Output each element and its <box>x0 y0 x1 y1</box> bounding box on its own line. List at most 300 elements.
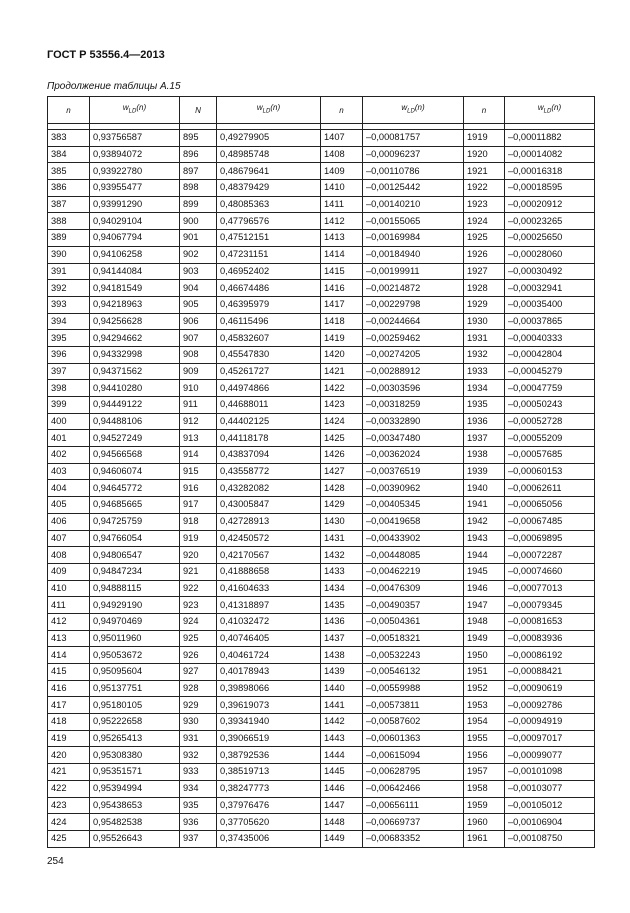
table-cell: –0,00052728 <box>505 413 595 430</box>
table-cell: 1951 <box>464 664 505 681</box>
table-row <box>48 346 595 363</box>
table-cell: 0,94888115 <box>90 580 180 597</box>
table-cell: –0,00086192 <box>505 647 595 664</box>
table-cell: 1955 <box>464 730 505 747</box>
table-cell: 0,95265413 <box>90 730 180 747</box>
table-cell: 912 <box>180 413 217 430</box>
table-cell: 404 <box>48 480 90 497</box>
table-cell: 423 <box>48 797 90 814</box>
table-cell: 407 <box>48 530 90 547</box>
table-cell: –0,00559988 <box>363 680 464 697</box>
table-cell: –0,00028060 <box>505 246 595 263</box>
column-header-label: w <box>537 103 544 113</box>
table-cell: 0,40178943 <box>217 664 321 681</box>
table-cell: 0,38247773 <box>217 780 321 797</box>
table-cell: 419 <box>48 730 90 747</box>
table-cell: 1949 <box>464 630 505 647</box>
table-cell: 896 <box>180 146 217 163</box>
column-header-suffix: (n) <box>136 103 147 113</box>
table-cell: –0,00184940 <box>363 246 464 263</box>
table-cell: 1960 <box>464 814 505 831</box>
table-cell: 1434 <box>321 580 363 597</box>
table-cell: 916 <box>180 480 217 497</box>
table-cell: 932 <box>180 747 217 764</box>
table-cell: 936 <box>180 814 217 831</box>
table-row <box>48 497 595 514</box>
table-cell: 1432 <box>321 547 363 564</box>
table-cell: –0,00656111 <box>363 797 464 814</box>
table-cell: 0,40746405 <box>217 630 321 647</box>
table-cell: –0,00016318 <box>505 163 595 180</box>
table-row <box>48 313 595 330</box>
table-cell: 0,43558772 <box>217 463 321 480</box>
table-cell: 395 <box>48 330 90 347</box>
table-cell: 0,94685665 <box>90 497 180 514</box>
table-cell: 1428 <box>321 480 363 497</box>
table-cell: 935 <box>180 797 217 814</box>
table-row <box>48 814 595 831</box>
table-cell: –0,00045279 <box>505 363 595 380</box>
table-cell: 0,48985748 <box>217 146 321 163</box>
table-cell: –0,00025650 <box>505 230 595 247</box>
table-cell: 0,95011960 <box>90 630 180 647</box>
column-header <box>90 97 180 124</box>
table-cell: 1410 <box>321 180 363 197</box>
table-cell: –0,00615094 <box>363 747 464 764</box>
table-cell: –0,00108750 <box>505 830 595 847</box>
column-header <box>180 97 217 124</box>
table-cell: 0,94294662 <box>90 330 180 347</box>
table-cell: 1933 <box>464 363 505 380</box>
table-cell: –0,00077013 <box>505 580 595 597</box>
table-cell: 1418 <box>321 313 363 330</box>
table-cell: 398 <box>48 380 90 397</box>
table-cell: 904 <box>180 280 217 297</box>
table-row <box>48 780 595 797</box>
table-cell: 0,95137751 <box>90 680 180 697</box>
table-cell: 1436 <box>321 613 363 630</box>
table-cell: 1957 <box>464 764 505 781</box>
table-row <box>48 296 595 313</box>
table-cell: 0,94067794 <box>90 230 180 247</box>
table-cell: –0,00448085 <box>363 547 464 564</box>
table-cell: –0,00683352 <box>363 830 464 847</box>
table-cell: 899 <box>180 196 217 213</box>
column-header <box>363 97 464 124</box>
table-cell: 1930 <box>464 313 505 330</box>
table-cell: 917 <box>180 497 217 514</box>
table-cell: –0,00390962 <box>363 480 464 497</box>
table-cell: 0,94488106 <box>90 413 180 430</box>
table-cell: –0,00065056 <box>505 497 595 514</box>
table-row <box>48 163 595 180</box>
table-cell: 922 <box>180 580 217 597</box>
table-cell: –0,00244664 <box>363 313 464 330</box>
table-cell: 0,95308380 <box>90 747 180 764</box>
table-cell: 0,37435006 <box>217 830 321 847</box>
column-header <box>464 97 505 124</box>
table-row <box>48 463 595 480</box>
table-cell: 1929 <box>464 296 505 313</box>
table-cell: 1945 <box>464 563 505 580</box>
table-cell: –0,00060153 <box>505 463 595 480</box>
table-cell: 410 <box>48 580 90 597</box>
table-cell: –0,00288912 <box>363 363 464 380</box>
table-cell: 923 <box>180 597 217 614</box>
table-cell: –0,00092786 <box>505 697 595 714</box>
table-cell: 0,42728913 <box>217 513 321 530</box>
table-cell: 403 <box>48 463 90 480</box>
table-cell: 386 <box>48 180 90 197</box>
table-cell: 919 <box>180 530 217 547</box>
table-cell: 0,41604633 <box>217 580 321 597</box>
table-row <box>48 714 595 731</box>
table-cell: –0,00047759 <box>505 380 595 397</box>
table-cell: 1425 <box>321 430 363 447</box>
table-cell: –0,00419658 <box>363 513 464 530</box>
table-cell: 1435 <box>321 597 363 614</box>
table-cell: –0,00083936 <box>505 630 595 647</box>
table-cell: 0,39619073 <box>217 697 321 714</box>
table-cell: 1443 <box>321 730 363 747</box>
column-header-label: N <box>195 105 201 115</box>
table-cell: 0,94566568 <box>90 447 180 464</box>
table-cell: 0,48679641 <box>217 163 321 180</box>
table-cell: 1926 <box>464 246 505 263</box>
table-cell: 903 <box>180 263 217 280</box>
table-cell: 389 <box>48 230 90 247</box>
table-cell: 0,49279905 <box>217 130 321 147</box>
table-cell: 934 <box>180 780 217 797</box>
table-cell: 1958 <box>464 780 505 797</box>
table-caption: Продолжение таблицы А.15 <box>47 81 181 92</box>
column-header-label: n <box>66 105 71 115</box>
table-cell: 901 <box>180 230 217 247</box>
table-cell: –0,00037865 <box>505 313 595 330</box>
table-row <box>48 747 595 764</box>
table-cell: 1953 <box>464 697 505 714</box>
column-header-suffix: (n) <box>551 103 562 113</box>
table-cell: –0,00032941 <box>505 280 595 297</box>
table-cell: 1448 <box>321 814 363 831</box>
table-cell: 420 <box>48 747 90 764</box>
table-cell: –0,00587602 <box>363 714 464 731</box>
table-cell: 0,94371562 <box>90 363 180 380</box>
table-cell: 393 <box>48 296 90 313</box>
table-cell: –0,00105012 <box>505 797 595 814</box>
table-row <box>48 613 595 630</box>
table-cell: 0,46395979 <box>217 296 321 313</box>
table-cell: 0,37976476 <box>217 797 321 814</box>
table-cell: 1426 <box>321 447 363 464</box>
column-header-label: w <box>122 103 129 113</box>
table-cell: 1408 <box>321 146 363 163</box>
table-cell: –0,00103077 <box>505 780 595 797</box>
table-cell: 0,95438653 <box>90 797 180 814</box>
table-cell: –0,00030492 <box>505 263 595 280</box>
data-table <box>47 96 595 848</box>
table-cell: –0,00094919 <box>505 714 595 731</box>
table-cell: 0,44118178 <box>217 430 321 447</box>
table-cell: 1920 <box>464 146 505 163</box>
table-cell: 0,45547830 <box>217 346 321 363</box>
table-cell: 1934 <box>464 380 505 397</box>
table-cell: –0,00079345 <box>505 597 595 614</box>
table-cell: 1959 <box>464 797 505 814</box>
table-row <box>48 597 595 614</box>
table-row <box>48 130 595 147</box>
table-cell: 1948 <box>464 613 505 630</box>
table-cell: 1447 <box>321 797 363 814</box>
table-cell: –0,00096237 <box>363 146 464 163</box>
table-cell: 915 <box>180 463 217 480</box>
table-cell: 1417 <box>321 296 363 313</box>
table-cell: 413 <box>48 630 90 647</box>
table-cell: 1419 <box>321 330 363 347</box>
table-row <box>48 146 595 163</box>
column-header-subscript: LD <box>262 108 271 115</box>
table-cell: 0,93894072 <box>90 146 180 163</box>
table-cell: –0,00518321 <box>363 630 464 647</box>
table-cell: –0,00332890 <box>363 413 464 430</box>
table-row <box>48 547 595 564</box>
table-cell: 900 <box>180 213 217 230</box>
column-header-label: w <box>256 103 263 113</box>
table-cell: 1430 <box>321 513 363 530</box>
table-row <box>48 180 595 197</box>
table-row <box>48 246 595 263</box>
table-cell: 0,94929190 <box>90 597 180 614</box>
table-cell: 1438 <box>321 647 363 664</box>
table-cell: 0,95095604 <box>90 664 180 681</box>
table-cell: 0,94218963 <box>90 296 180 313</box>
table-body <box>48 130 595 848</box>
table-cell: 931 <box>180 730 217 747</box>
table-cell: –0,00362024 <box>363 447 464 464</box>
table-cell: 424 <box>48 814 90 831</box>
table-cell: –0,00433902 <box>363 530 464 547</box>
table-row <box>48 413 595 430</box>
table-cell: 895 <box>180 130 217 147</box>
table-cell: –0,00110786 <box>363 163 464 180</box>
table-cell: 0,95180105 <box>90 697 180 714</box>
table-cell: –0,00405345 <box>363 497 464 514</box>
table-cell: 0,95222658 <box>90 714 180 731</box>
table-cell: 906 <box>180 313 217 330</box>
table-cell: –0,00106904 <box>505 814 595 831</box>
table-cell: 0,94527249 <box>90 430 180 447</box>
table-cell: –0,00040333 <box>505 330 595 347</box>
table-cell: 1921 <box>464 163 505 180</box>
table-cell: 1925 <box>464 230 505 247</box>
table-cell: 0,41888658 <box>217 563 321 580</box>
table-cell: 1414 <box>321 246 363 263</box>
table-cell: 0,37705620 <box>217 814 321 831</box>
table-cell: 0,44688011 <box>217 397 321 414</box>
table-cell: 0,94181549 <box>90 280 180 297</box>
table-cell: 0,93756587 <box>90 130 180 147</box>
table-row <box>48 213 595 230</box>
table-cell: 1943 <box>464 530 505 547</box>
table-cell: 1449 <box>321 830 363 847</box>
table-cell: 1444 <box>321 747 363 764</box>
table-cell: 905 <box>180 296 217 313</box>
table-cell: –0,00274205 <box>363 346 464 363</box>
table-cell: –0,00081653 <box>505 613 595 630</box>
table-cell: 929 <box>180 697 217 714</box>
table-cell: –0,00155065 <box>363 213 464 230</box>
table-row <box>48 830 595 847</box>
table-cell: 914 <box>180 447 217 464</box>
table-cell: 1420 <box>321 346 363 363</box>
table-cell: 0,39341940 <box>217 714 321 731</box>
table-cell: 0,42170567 <box>217 547 321 564</box>
page-number: 254 <box>47 856 64 867</box>
table-cell: –0,00532243 <box>363 647 464 664</box>
table-cell: 1446 <box>321 780 363 797</box>
table-cell: 1439 <box>321 664 363 681</box>
table-cell: 0,95053672 <box>90 647 180 664</box>
table-row <box>48 263 595 280</box>
table-cell: 0,45261727 <box>217 363 321 380</box>
table-cell: 1936 <box>464 413 505 430</box>
column-header-subscript: LD <box>407 108 415 115</box>
table-cell: 397 <box>48 363 90 380</box>
table-row <box>48 330 595 347</box>
table-cell: –0,00669737 <box>363 814 464 831</box>
table-cell: 0,94106258 <box>90 246 180 263</box>
table-cell: –0,00099077 <box>505 747 595 764</box>
table-cell: 0,42450572 <box>217 530 321 547</box>
table-cell: 394 <box>48 313 90 330</box>
table-cell: 421 <box>48 764 90 781</box>
table-cell: –0,00101098 <box>505 764 595 781</box>
table-cell: 913 <box>180 430 217 447</box>
table-cell: –0,00140210 <box>363 196 464 213</box>
table-cell: 0,48379429 <box>217 180 321 197</box>
table-cell: –0,00490357 <box>363 597 464 614</box>
table-cell: 0,39066519 <box>217 730 321 747</box>
table-cell: 930 <box>180 714 217 731</box>
table-row <box>48 697 595 714</box>
table-cell: –0,00259462 <box>363 330 464 347</box>
table-cell: 409 <box>48 563 90 580</box>
table-cell: 406 <box>48 513 90 530</box>
column-header-label: n <box>481 105 487 115</box>
table-row <box>48 580 595 597</box>
table-cell: 0,95482538 <box>90 814 180 831</box>
table-cell: 0,46674486 <box>217 280 321 297</box>
table-cell: 1940 <box>464 480 505 497</box>
table-cell: 924 <box>180 613 217 630</box>
table-cell: –0,00476309 <box>363 580 464 597</box>
table-row <box>48 380 595 397</box>
table-cell: 920 <box>180 547 217 564</box>
table-cell: 897 <box>180 163 217 180</box>
table-cell: 926 <box>180 647 217 664</box>
table-cell: 417 <box>48 697 90 714</box>
table-cell: 1931 <box>464 330 505 347</box>
table-cell: –0,00462219 <box>363 563 464 580</box>
table-cell: 0,43282082 <box>217 480 321 497</box>
table-cell: 1952 <box>464 680 505 697</box>
table-cell: 1954 <box>464 714 505 731</box>
table-cell: –0,00055209 <box>505 430 595 447</box>
table-cell: 0,43837094 <box>217 447 321 464</box>
table-cell: –0,00020912 <box>505 196 595 213</box>
table-cell: 0,43005847 <box>217 497 321 514</box>
table-cell: 0,45832607 <box>217 330 321 347</box>
table-cell: 411 <box>48 597 90 614</box>
table-cell: 405 <box>48 497 90 514</box>
table-cell: 0,95351571 <box>90 764 180 781</box>
table-cell: –0,00347480 <box>363 430 464 447</box>
table-cell: 1437 <box>321 630 363 647</box>
table-cell: 937 <box>180 830 217 847</box>
table-cell: –0,00090619 <box>505 680 595 697</box>
table-cell: 0,38792536 <box>217 747 321 764</box>
table-row <box>48 680 595 697</box>
column-header-subscript: LD <box>543 108 552 115</box>
table-cell: 425 <box>48 830 90 847</box>
table-cell: 416 <box>48 680 90 697</box>
table-cell: 0,39898066 <box>217 680 321 697</box>
table-row <box>48 630 595 647</box>
table-cell: 0,93922780 <box>90 163 180 180</box>
table-row <box>48 397 595 414</box>
table-cell: 412 <box>48 613 90 630</box>
table-cell: 925 <box>180 630 217 647</box>
table-cell: –0,00318259 <box>363 397 464 414</box>
table-cell: 0,41318897 <box>217 597 321 614</box>
table-row <box>48 647 595 664</box>
table-cell: –0,00229798 <box>363 296 464 313</box>
table-cell: 1423 <box>321 397 363 414</box>
table-cell: 1922 <box>464 180 505 197</box>
table-cell: –0,00035400 <box>505 296 595 313</box>
table-cell: –0,00074660 <box>505 563 595 580</box>
table-cell: –0,00057685 <box>505 447 595 464</box>
table-cell: 388 <box>48 213 90 230</box>
table-cell: 1431 <box>321 530 363 547</box>
table-cell: 898 <box>180 180 217 197</box>
table-cell: 1956 <box>464 747 505 764</box>
table-cell: –0,00018595 <box>505 180 595 197</box>
table-cell: 0,44402125 <box>217 413 321 430</box>
table-cell: 0,46115496 <box>217 313 321 330</box>
table-cell: –0,00067485 <box>505 513 595 530</box>
table-cell: 902 <box>180 246 217 263</box>
table-cell: –0,00628795 <box>363 764 464 781</box>
table-row <box>48 664 595 681</box>
header-row <box>48 97 595 124</box>
table-cell: –0,00062611 <box>505 480 595 497</box>
table-cell: 0,93955477 <box>90 180 180 197</box>
table-cell: 1941 <box>464 497 505 514</box>
table-cell: 1442 <box>321 714 363 731</box>
table-row <box>48 447 595 464</box>
table-cell: 1942 <box>464 513 505 530</box>
table-cell: 392 <box>48 280 90 297</box>
table-cell: 921 <box>180 563 217 580</box>
column-header-suffix: (n) <box>270 103 281 113</box>
table-row <box>48 280 595 297</box>
table-cell: 383 <box>48 130 90 147</box>
table-cell: 1411 <box>321 196 363 213</box>
table-cell: 0,94029104 <box>90 213 180 230</box>
table-cell: 0,94806547 <box>90 547 180 564</box>
table-cell: 385 <box>48 163 90 180</box>
